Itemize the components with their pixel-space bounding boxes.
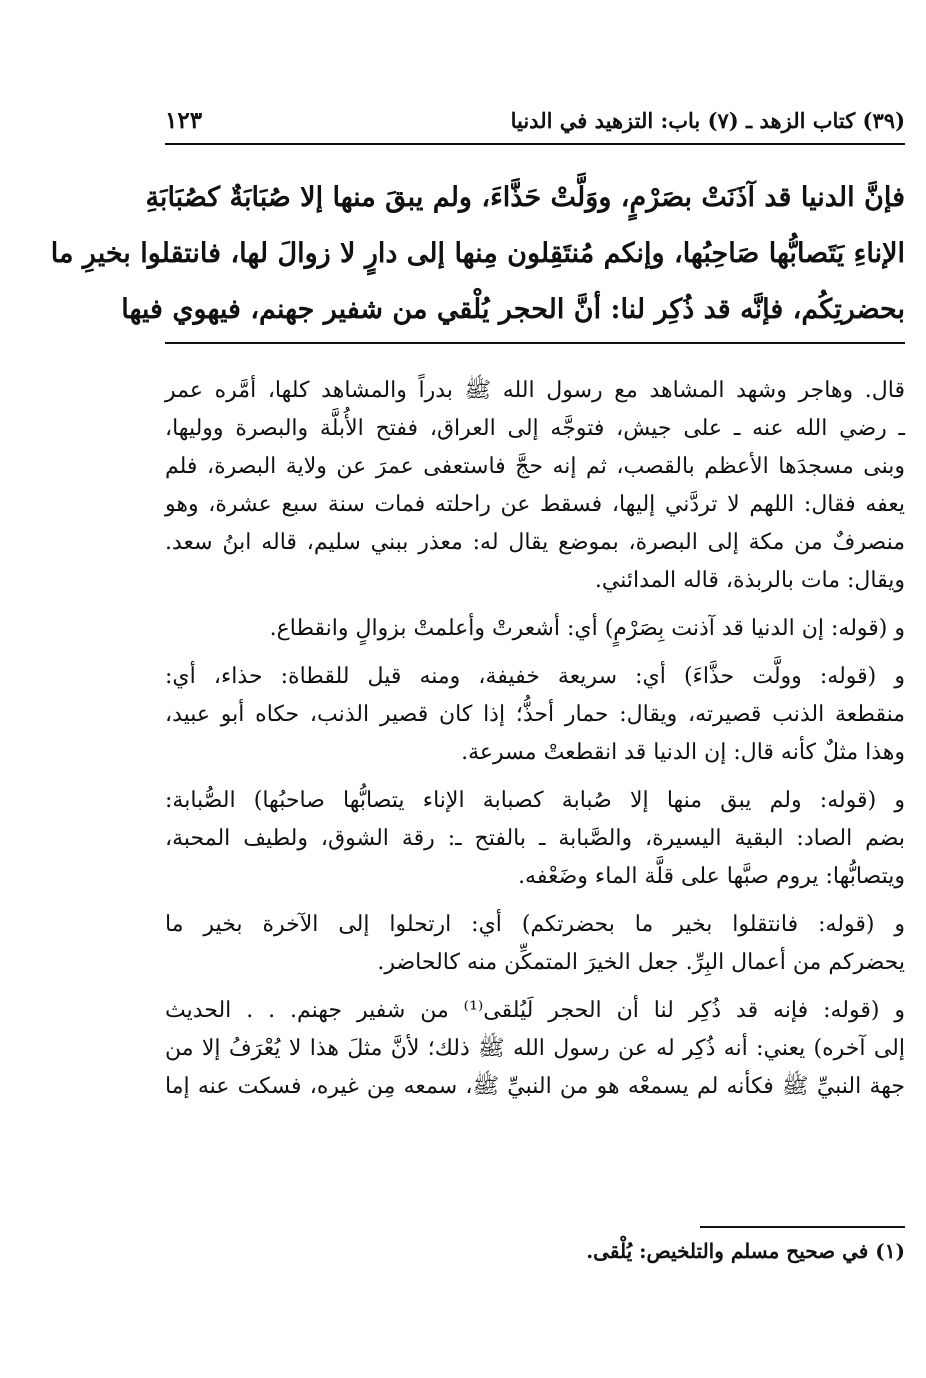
- commentary-paragraph: [165, 658, 905, 772]
- commentary-line: إلى آخره) يعني: أنه ذُكِر له عن رسول الله ﷺ ذلك؛ لأنَّ مثلَ هذا لا يُعْرَفُ إلا من: [165, 1036, 905, 1061]
- hadith-text: [50, 170, 905, 338]
- commentary-paragraph: [165, 906, 905, 982]
- commentary-paragraph: [165, 372, 905, 600]
- page-number: ١٢٣: [165, 106, 203, 134]
- commentary-line: وهذا مثلٌ كأنه قال: إن الدنيا قد انقطعتْ مسرعة.: [461, 740, 905, 765]
- commentary-line: ـ رضي الله عنه ـ على جيش، فتوجَّه إلى العراق، ففتح الأُبلَّة والبصرة ووليها،: [165, 416, 905, 441]
- commentary-line: جهة النبيِّ ﷺ فكأنه لم يسمعْه هو من النبيِّ ﷺ، سمعه مِن غيره، فسكت عنه إما: [165, 1074, 905, 1099]
- section-divider: [165, 342, 905, 344]
- commentary-line: و (قوله: ولم يبق منها إلا صُبابة كصبابة الإناء يتصابُّها صاحبُها) الصُّبابة:: [165, 788, 905, 813]
- header-divider: [165, 143, 905, 145]
- commentary-paragraph: [165, 610, 905, 648]
- commentary-line: وبنى مسجدَها الأعظم بالقصب، ثم إنه حجَّ فاستعفى عمرَ عن ولاية البصرة، فلم: [165, 454, 905, 479]
- hadith-line: بحضرتِكُم، فإنَّه قد ذُكِر لنا: أنَّ الحجر يُلْقي من شفير جهنم، فيهوي فيها: [121, 294, 905, 325]
- commentary-paragraph: [165, 992, 905, 1106]
- hadith-line: فإنَّ الدنيا قد آذَنَتْ بصَرْمٍ، ووَلَّتْ حَذَّاءَ، ولم يبقَ منها إلا صُبَابَةٌ كصُبَابَةِ: [145, 182, 905, 213]
- commentary-line: ويقال: مات بالربذة، قاله المدائني.: [594, 568, 905, 593]
- commentary-line: منقطعة الذنب قصيرته، ويقال: حمار أحذُّ؛ إذا كان قصير الذنب، حكاه أبو عبيد،: [165, 702, 905, 727]
- commentary-line: و (قوله: إن الدنيا قد آذنت بِصَرْمٍ) أي: أشعرتْ وأعلمتْ بزوالٍ وانقطاع.: [269, 616, 905, 641]
- commentary-line: و (قوله: فانتقلوا بخير ما بحضرتكم) أي: ارتحلوا إلى الآخرة بخير ما: [165, 912, 905, 937]
- running-header: [165, 98, 905, 142]
- commentary-line: ويتصابُّها: يروم صبَّها على قلَّة الماء وضَعْفه.: [518, 864, 905, 889]
- commentary-paragraph: [165, 782, 905, 896]
- chapter-title: (٣٩) كتاب الزهد ـ (٧) باب: التزهيد في الدنيا: [510, 107, 905, 133]
- commentary-line: و (قوله: فإنه قد ذُكِر لنا أن الحجر لَيُلقى⁽¹⁾ من شفير جهنم. . . الحديث: [165, 998, 905, 1023]
- commentary-text: [165, 372, 905, 1116]
- commentary-line: يعفه فقال: اللهم لا تردَّني إليها، فسقط عن راحلته فمات سنة سبع عشرة، وهو: [165, 492, 905, 517]
- footnote: (١) في صحيح مسلم والتلخيص: يُلْقى.: [586, 1239, 905, 1263]
- commentary-line: قال. وهاجر وشهد المشاهد مع رسول الله ﷺ بدراً والمشاهد كلها، أمَّره عمر: [165, 378, 905, 403]
- commentary-line: و (قوله: وولَّت حذَّاءَ) أي: سريعة خفيفة، ومنه قيل للقطاة: حذاء، أي:: [165, 664, 905, 689]
- commentary-line: منصرفٌ من مكة إلى البصرة، بموضع يقال له: معذر ببني سليم، قاله ابنُ سعد.: [165, 530, 905, 555]
- footnote-divider: [700, 1226, 905, 1228]
- hadith-line: الإناءِ يَتَصابُّها صَاحِبُها، وإنكم مُنتَقِلون مِنها إلى دارٍ لا زوالَ لها، فانتقلوا بخيرِ ما: [50, 238, 905, 269]
- commentary-line: بضم الصاد: البقية اليسيرة، والصَّبابة ـ بالفتح ـ: رقة الشوق، ولطيف المحبة،: [165, 826, 905, 851]
- commentary-line: يحضركم من أعمال البِرِّ. جعل الخيرَ المتمكِّن منه كالحاضر.: [377, 950, 905, 975]
